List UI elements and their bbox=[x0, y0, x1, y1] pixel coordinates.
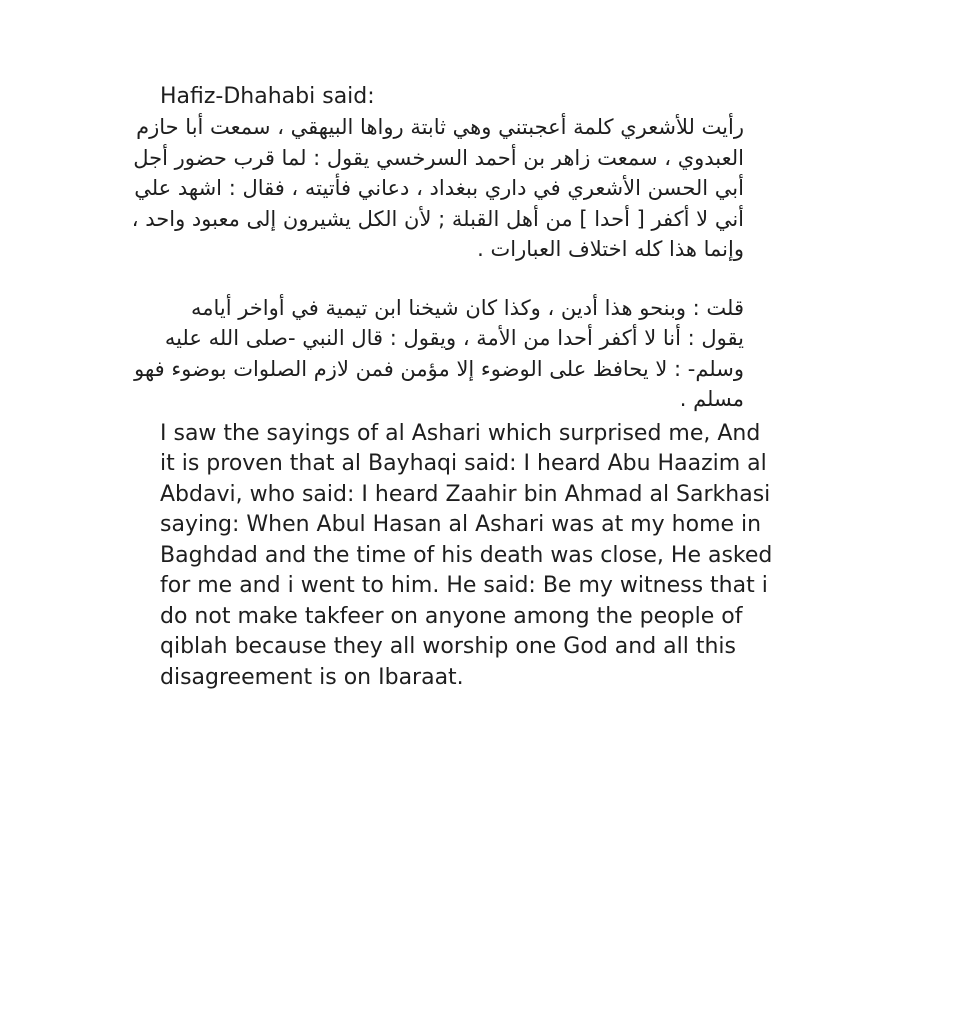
arabic-line: وإنما هذا كله اختلاف العبارات . bbox=[477, 237, 744, 261]
arabic-line: أني لا أكفر [ أحدا ] من أهل القبلة ; لأن الكل يشيرون إلى معبود واحد ، bbox=[131, 206, 744, 231]
arabic-paragraph-2 bbox=[134, 293, 744, 415]
paragraph-spacer bbox=[160, 265, 744, 293]
english-line: qiblah because they all worship one God and all this bbox=[160, 634, 736, 659]
english-line: I saw the sayings of al Ashari which surprised me, And bbox=[160, 420, 761, 446]
arabic-line: مسلم . bbox=[679, 387, 744, 411]
english-line: it is proven that al Bayhaqi said: I heard Abu Haazim al bbox=[160, 451, 767, 476]
document-body bbox=[131, 82, 773, 693]
english-line: do not make takfeer on anyone among the people of bbox=[160, 603, 743, 629]
arabic-line: العبدوي ، سمعت زاهر بن أحمد السرخسي يقول : لما قرب حضور أجل bbox=[133, 145, 744, 170]
english-line: disagreement is on Ibaraat. bbox=[160, 664, 464, 690]
english-line: for me and i went to him. He said: Be my witness that i bbox=[160, 573, 768, 598]
arabic-line: وسلم- : لا يحافظ على الوضوء إلا مؤمن فمن لازم الصلوات بوضوء فهو bbox=[134, 356, 744, 381]
arabic-line: قلت : وبنحو هذا أدين ، وكذا كان شيخنا ابن تيمية في أواخر أيامه bbox=[190, 295, 744, 320]
arabic-paragraph-1 bbox=[131, 112, 744, 265]
arabic-line: رأيت للأشعري كلمة أعجبتني وهي ثابتة رواها البيهقي ، سمعت أبا حازم bbox=[136, 115, 744, 139]
english-translation bbox=[160, 419, 773, 694]
quote-heading: Hafiz-Dhahabi said: bbox=[160, 84, 375, 109]
english-line: Abdavi, who said: I heard Zaahir bin Ahmad al Sarkhasi bbox=[160, 481, 771, 507]
arabic-line: أبي الحسن الأشعري في داري ببغداد ، دعاني فأتيته ، فقال : اشهد علي bbox=[134, 176, 744, 200]
english-line: Baghdad and the time of his death was close, He asked bbox=[160, 542, 773, 568]
english-line: saying: When Abul Hasan al Ashari was at my home in bbox=[160, 512, 762, 537]
arabic-line: يقول : أنا لا أكفر أحدا من الأمة ، ويقول : قال النبي -صلى الله عليه bbox=[164, 326, 744, 350]
